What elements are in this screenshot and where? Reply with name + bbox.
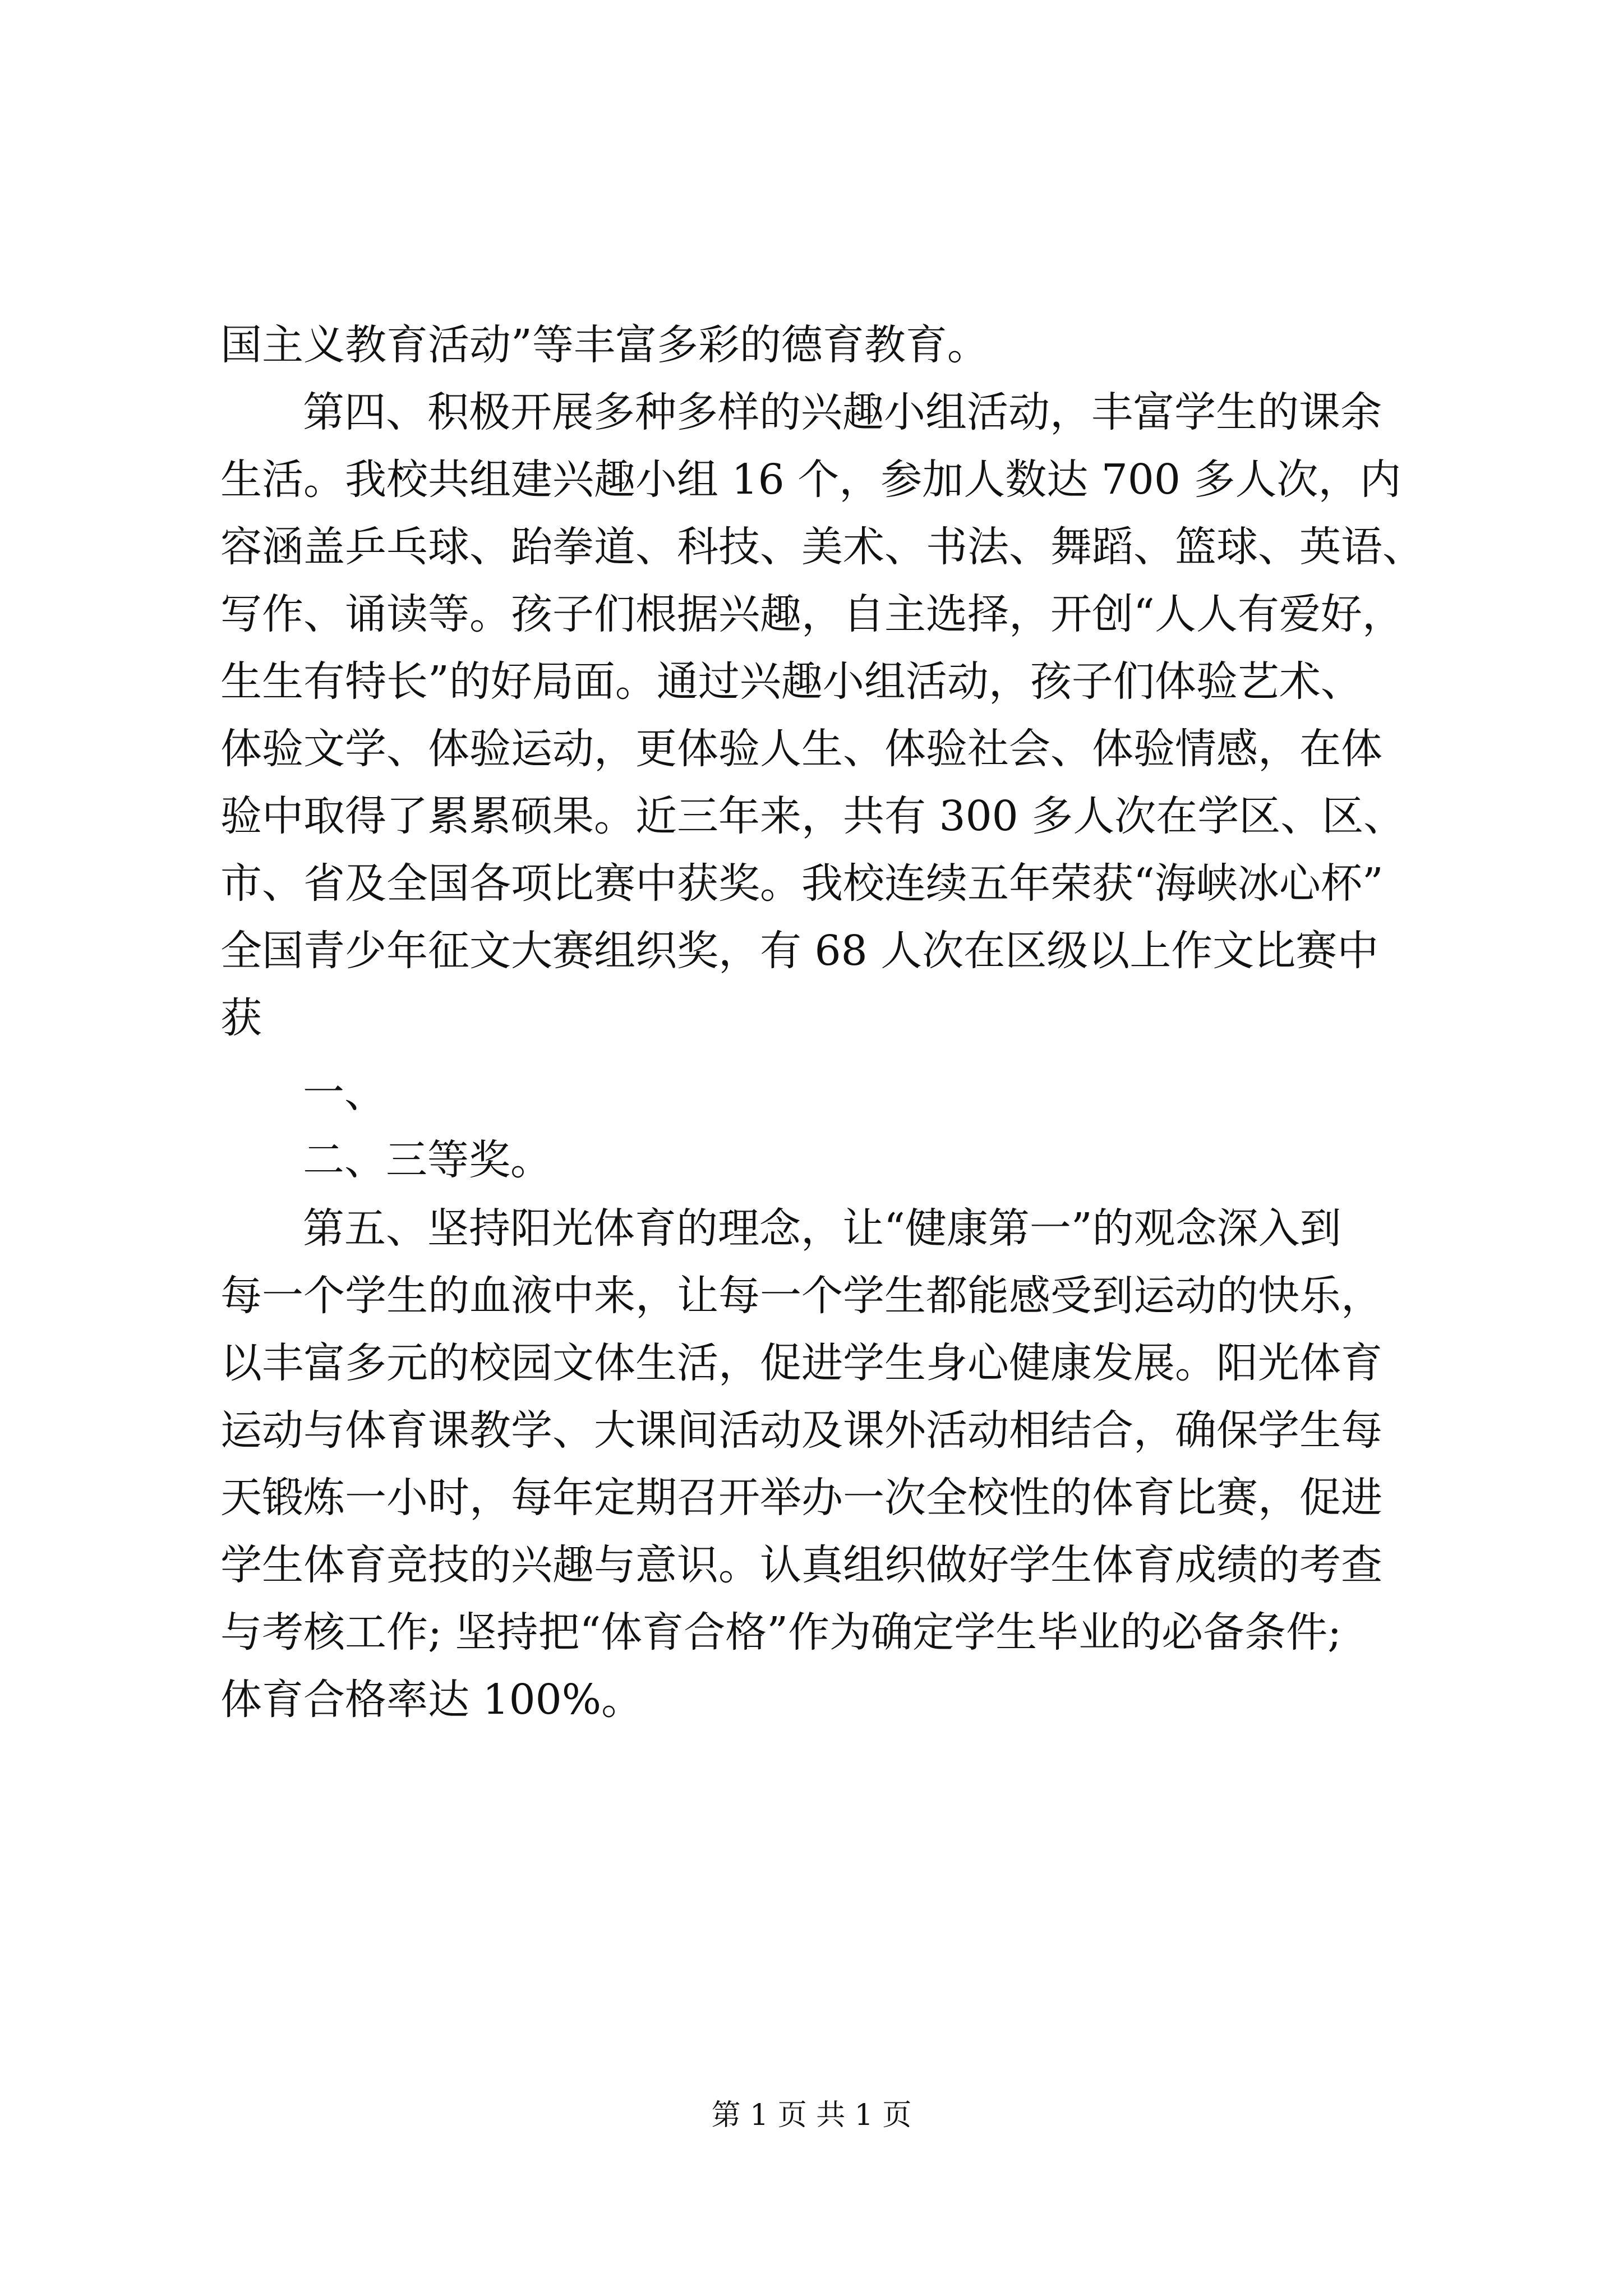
list-item: 一、 (303, 1069, 386, 1117)
text-line: 运动与体育课教学、大课间活动及课外活动相结合，确保学生每 (220, 1406, 1382, 1455)
text-line: 体育合格率达 100%。 (220, 1676, 643, 1724)
text-line: 容涵盖乒乓球、跆拳道、科技、美术、书法、舞蹈、篮球、英语、 (220, 523, 1424, 571)
text-line: 全国青少年征文大赛组织奖，有 68 人次在区级以上作文比赛中 (220, 927, 1379, 975)
text-line: 体验文学、体验运动，更体验人生、体验社会、体验情感，在体 (220, 725, 1382, 773)
list-item: 二、三等奖。 (303, 1136, 552, 1184)
text-line: 生活。我校共组建兴趣小组 16 个，参加人数达 700 多人次，内 (220, 455, 1401, 504)
page-footer: 第 1 页 共 1 页 (711, 2099, 912, 2132)
text-line: 天锻炼一小时，每年定期召开举办一次全校性的体育比赛，促进 (220, 1474, 1382, 1522)
text-line: 学生体育竞技的兴趣与意识。认真组织做好学生体育成绩的考查 (220, 1541, 1382, 1589)
text-line: 生生有特长”的好局面。通过兴趣小组活动，孩子们体验艺术、 (220, 657, 1362, 706)
paragraph-first-line: 第四、积极开展多种多样的兴趣小组活动，丰富学生的课余 (303, 388, 1382, 436)
paragraph-first-line: 第五、坚持阳光体育的理念，让“健康第一”的观念深入到 (303, 1204, 1341, 1253)
text-line: 市、省及全国各项比赛中获奖。我校连续五年荣获“海峡冰心杯” (220, 859, 1384, 908)
text-line: 验中取得了累累硕果。近三年来，共有 300 多人次在学区、区、 (220, 792, 1405, 840)
text-line: 获 (220, 994, 262, 1042)
text-line: 国主义教育活动”等丰富多彩的德育教育。 (220, 321, 989, 369)
text-line: 与考核工作; 坚持把“体育合格”作为确定学生毕业的必备条件; (220, 1608, 1342, 1657)
text-line: 每一个学生的血液中来，让每一个学生都能感受到运动的快乐， (220, 1272, 1382, 1320)
text-line: 写作、诵读等。孩子们根据兴趣，自主选择，开创“人人有爱好， (220, 590, 1404, 638)
text-line: 以丰富多元的校园文体生活，促进学生身心健康发展。阳光体育 (220, 1339, 1382, 1387)
